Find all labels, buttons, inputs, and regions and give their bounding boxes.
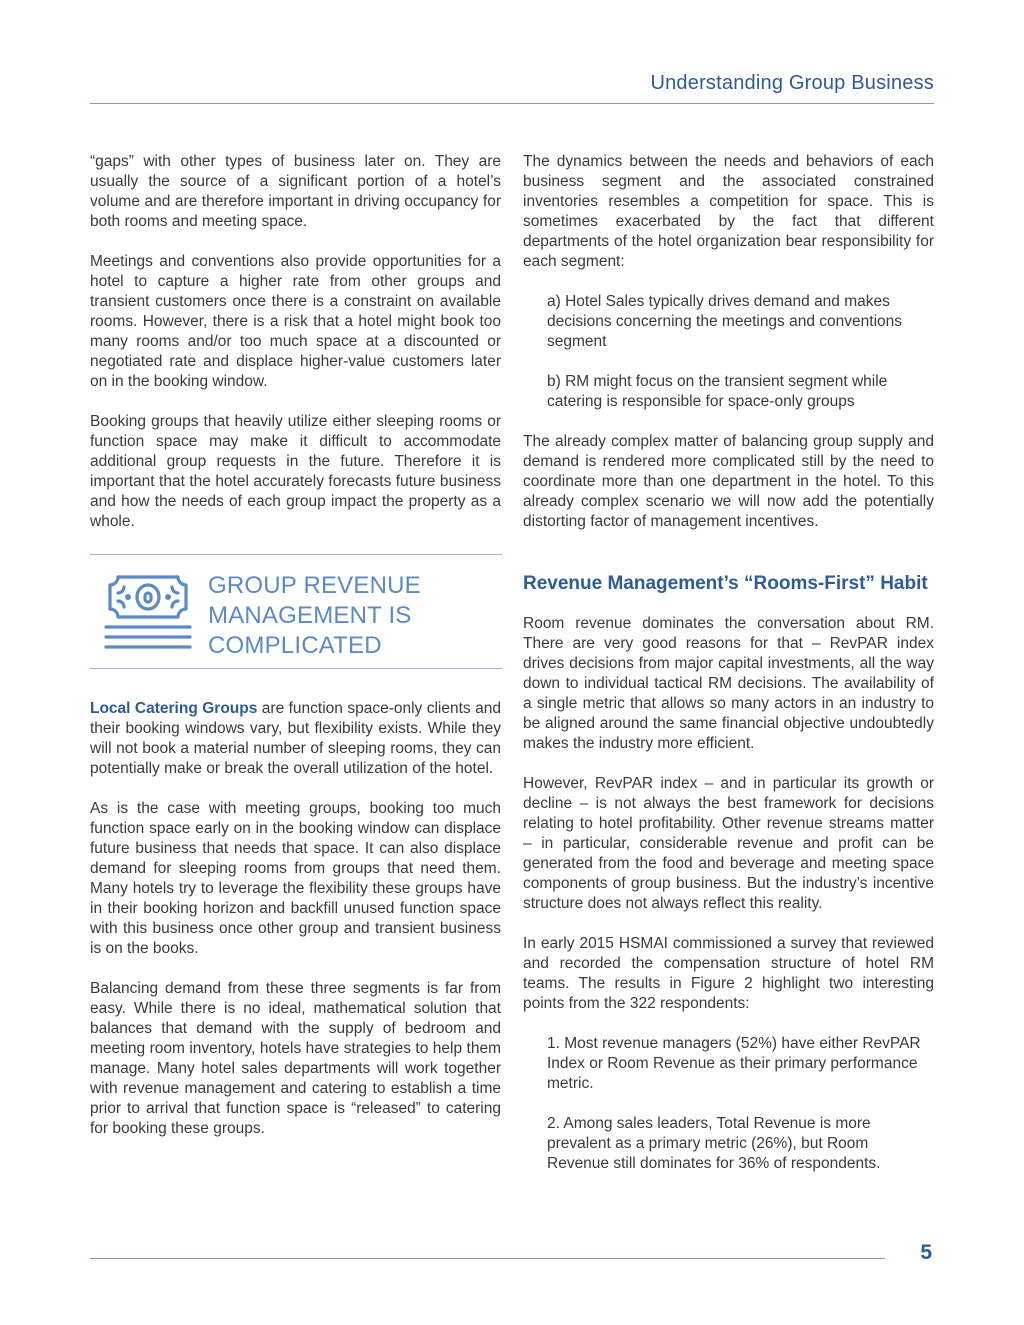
list-item-a: a) Hotel Sales typically drives demand and makes decisions concerning the meetings and conventions segment: [547, 293, 903, 350]
section-heading: Revenue Management’s “Rooms-First” Habit: [523, 573, 928, 594]
right-paragraph-5: In early 2015 HSMAI commissioned a survey that reviewed and recorded the compensation structure of hotel RM teams. The results in Figure 2 highlight two interesting points from the 322 respondents:: [523, 935, 934, 1012]
left-column: [90, 152, 501, 1139]
footer-divider: [90, 1258, 885, 1259]
left-paragraph-4: [90, 699, 501, 779]
callout-box: [90, 554, 502, 669]
callout-title: [208, 571, 421, 661]
right-paragraph-1: The dynamics between the needs and behaviors of each business segment and the associated constrained inventories resembles a competition for space. This is sometimes exacerbated by the fact that different departments of the hotel organization bear responsibility for each segment:: [523, 153, 934, 270]
callout-title-line-3: COMPLICATED: [208, 632, 382, 659]
left-paragraph-1: “gaps” with other types of business later on. They are usually the source of a significant portion of a hotel’s volume and are therefore important in driving occupancy for both rooms and meeting space.: [90, 153, 501, 230]
left-paragraph-6: Balancing demand from these three segments is far from easy. While there is no ideal, mathematical solution that balances that demand with the supply of bedroom and meeting room inventory, hotels have strategies to help them manage. Many hotel sales departments will work together with revenue management and catering to establish a time prior to arrival that function space is “released” to catering for booking these groups.: [90, 980, 501, 1137]
header-divider: [90, 103, 934, 104]
local-catering-groups-term: Local Catering Groups: [90, 700, 258, 717]
callout-title-line-2: MANAGEMENT IS: [208, 602, 412, 629]
right-paragraph-3: Room revenue dominates the conversation about RM. There are very good reasons for that – RevPAR index drives decisions from major capital investments, all the way down to individual tactical RM decisions. The availability of a single metric that allows so many actors in an industry to be aligned around the same financial objective undoubtedly makes the industry more efficient.: [523, 615, 934, 752]
left-paragraph-4-text: are function space-only clients and their booking windows vary, but flexibility exists. While they will not book a material number of sleeping rooms, they can potentially make or break the overall utilization of the hotel.: [90, 700, 501, 777]
right-column: [523, 152, 934, 1174]
money-bill-icon: [104, 573, 192, 653]
left-paragraph-5: As is the case with meeting groups, booking too much function space early on in the booking window can displace future business that needs that space. It can also displace demand for sleeping rooms from groups that need them. Many hotels try to leverage the flexibility these groups have in their booking horizon and backfill unused function space with this business once other group and transient business is on the books.: [90, 800, 501, 957]
callout-title-line-1: GROUP REVENUE: [208, 572, 421, 599]
list-item-1: 1. Most revenue managers (52%) have either RevPAR Index or Room Revenue as their primary performance metric.: [547, 1035, 921, 1092]
left-paragraph-3: Booking groups that heavily utilize either sleeping rooms or function space may make it difficult to accommodate additional group requests in the future. Therefore it is important that the hotel accurately forecasts future business and how the needs of each group impact the property as a whole.: [90, 413, 501, 530]
right-paragraph-4: However, RevPAR index – and in particular its growth or decline – is not always the best framework for decisions relating to hotel profitability. Other revenue streams matter – in particular, considerable revenue and profit can be generated from the food and beverage and meeting space components of group business. But the industry’s incentive structure does not always reflect this reality.: [523, 775, 934, 912]
running-title: Understanding Group Business: [650, 72, 934, 94]
left-paragraph-2: Meetings and conventions also provide opportunities for a hotel to capture a higher rate from other groups and transient customers once there is a constraint on available rooms. However, there is a risk that a hotel might book too many rooms and/or too much space at a discounted or negotiated rate and displace higher-value customers later on in the booking window.: [90, 253, 501, 390]
page-number: 5: [920, 1241, 932, 1264]
list-item-2: 2. Among sales leaders, Total Revenue is more prevalent as a primary metric (26%), but Room Revenue still dominates for 36% of respondents.: [547, 1115, 881, 1172]
list-item-b: b) RM might focus on the transient segment while catering is responsible for space-only groups: [547, 373, 888, 410]
right-paragraph-2: The already complex matter of balancing group supply and demand is rendered more complicated still by the need to coordinate more than one department in the hotel. To this already complex scenario we will now add the potentially distorting factor of management incentives.: [523, 433, 934, 530]
